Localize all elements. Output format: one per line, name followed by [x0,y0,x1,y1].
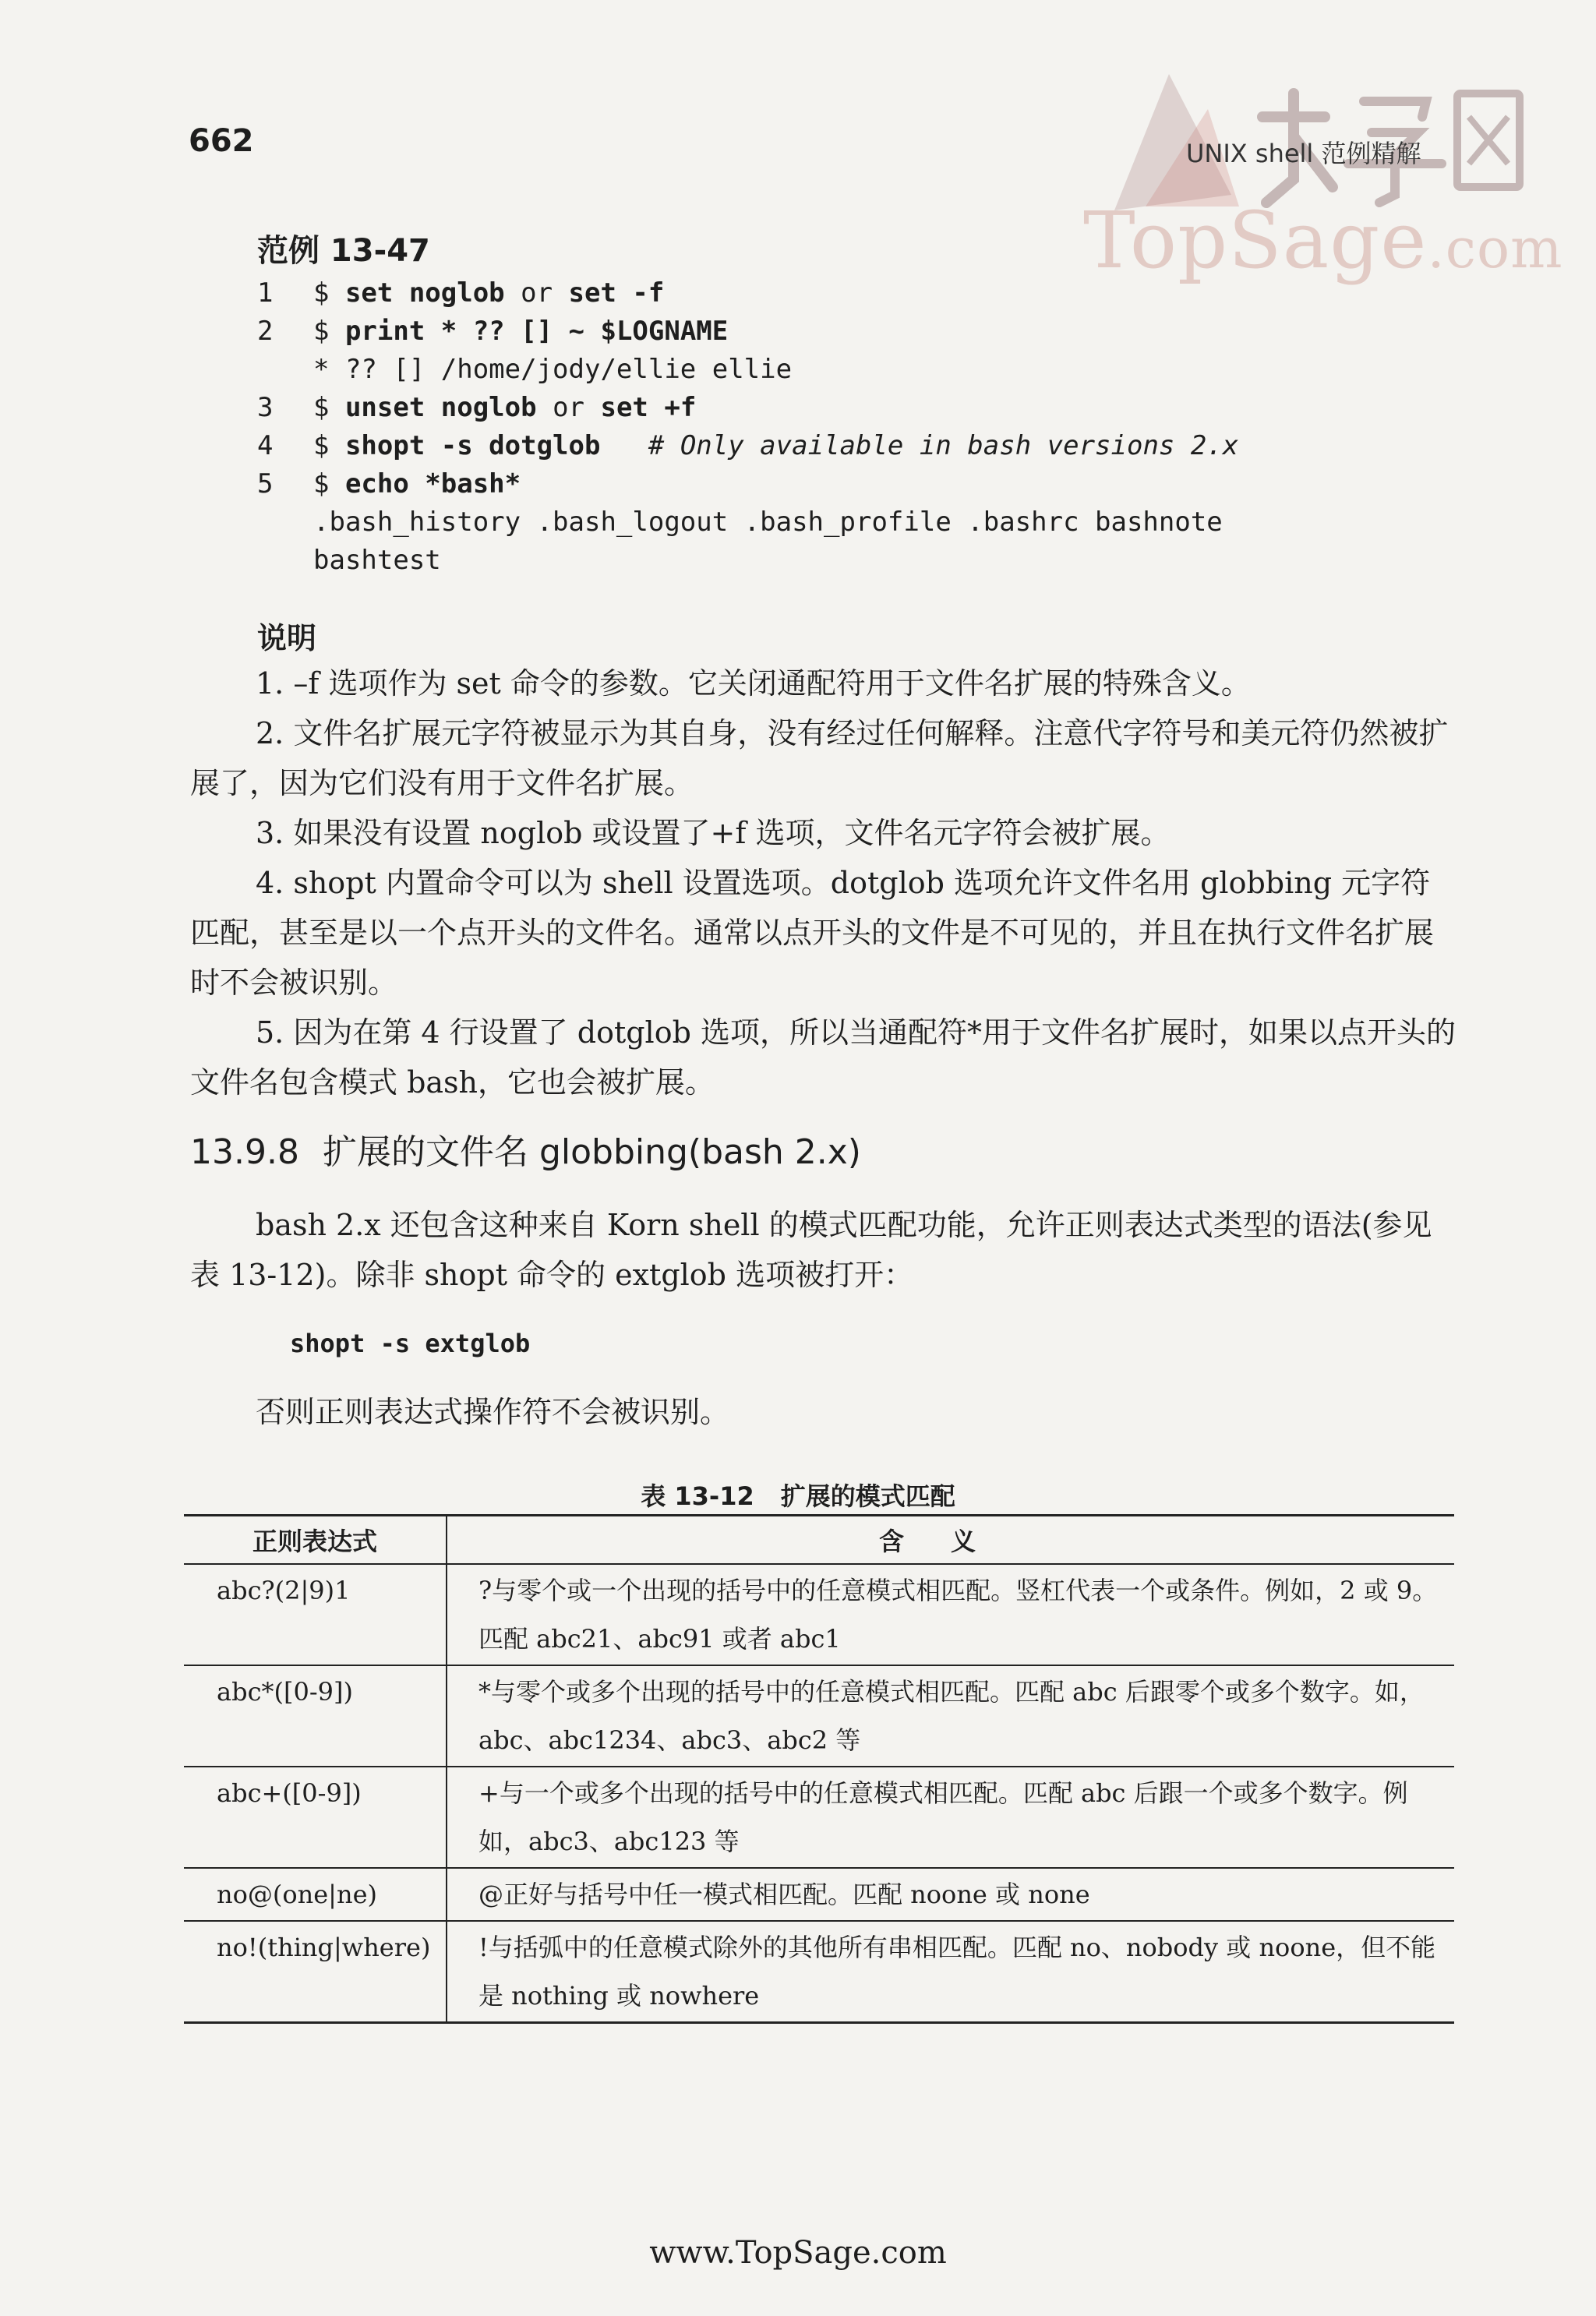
command-example: shopt -s extglob [290,1329,531,1358]
code-command: echo *bash* [344,468,521,500]
line-number [257,503,313,542]
explanation-paragraph: 4. shopt 内置命令可以为 shell 设置选项。dotglob 选项允许文件名用 globbing 元字符匹配，甚至是以一个点开头的文件名。通常以点开头的文件是不可见的，并且在执行文件名扩展时不会被识别。 [190,866,1435,1000]
watermark-brand: TopSage.com [1083,195,1563,286]
after-text: 否则正则表达式操作符不会被识别。 [256,1395,730,1429]
table-row [184,1868,1454,1921]
section-intro [190,1200,1456,1300]
explanation-paragraph: 3. 如果没有设置 noglob 或设置了+f 选项，文件名元字符会被扩展。 [256,816,1171,850]
line-number: 3 [257,392,274,423]
table-caption [0,1477,1596,1513]
code-comment: # Only available in bash versions 2.x [648,430,1239,461]
footer-url: www.TopSage.com [649,2235,947,2271]
table-row [184,1767,1454,1868]
section-title: 扩展的文件名 globbing(bash 2.x) [322,1132,861,1172]
table-row [184,1921,1454,2023]
pattern-table [184,1514,1454,2024]
code-command: set +f [600,392,697,423]
code-output-text: bashtest [313,545,441,576]
line-number: 2 [257,316,274,347]
explanation-paragraph: 5. 因为在第 4 行设置了 dotglob 选项，所以当通配符*用于文件名扩展时，如果以点开头的文件名包含模式 bash，它也会被扩展。 [190,1015,1456,1100]
table-number: 表 13-12 [641,1481,754,1511]
pattern-cell: abc*([0-9]) [184,1665,447,1767]
meaning-cell: ?与零个或一个出现的括号中的任意模式相匹配。竖杠代表一个或条件。例如，2 或 9。匹配 abc21、abc91 或者 abc1 [447,1564,1454,1665]
running-title: UNIX shell 范例精解 [1186,139,1421,168]
page-number: 662 [189,123,254,159]
pattern-cell: no@(one|ne) [184,1868,447,1921]
code-line [257,274,1387,312]
code-output [257,503,1387,542]
code-block [257,274,1387,580]
pattern-cell: abc+([0-9]) [184,1767,447,1868]
code-prompt: $ [313,316,345,347]
table-row [184,1564,1454,1665]
code-prompt: $ [313,277,345,309]
code-output-text: .bash_history .bash_logout .bash_profile .bashrc bashnote [313,507,1223,538]
code-output [257,542,1387,580]
code-output [257,351,1387,389]
meaning-cell: *与零个或多个出现的括号中的任意模式相匹配。匹配 abc 后跟零个或多个数字。如，abc、abc1234、abc3、abc2 等 [447,1665,1454,1767]
explanation-paragraph: 1. –f 选项作为 set 命令的参数。它关闭通配符用于文件名扩展的特殊含义。 [256,666,1251,701]
intro-paragraph: bash 2.x 还包含这种来自 Korn shell 的模式匹配功能，允许正则表达式类型的语法(参见表 13-12)。除非 shopt 命令的 extglob 选项被打开： [190,1208,1432,1292]
code-command: unset noglob [344,392,537,423]
pattern-cell: no!(thing|where) [184,1921,447,2023]
code-line [257,465,1387,503]
code-line [257,312,1387,351]
section-heading [190,1124,861,1174]
code-line [257,427,1387,465]
header-pattern: 正则表达式 [184,1516,447,1565]
code-command: set noglob [344,277,505,309]
table-header-row [184,1516,1454,1565]
explanation-label: 说明 [257,621,317,655]
line-number [257,351,313,389]
code-command: set -f [568,277,665,309]
explanation-paragraph: 2. 文件名扩展元字符被显示为其自身，没有经过任何解释。注意代字符号和美元符仍然被扩展了，因为它们没有用于文件名扩展。 [190,716,1449,800]
line-number: 4 [257,430,274,461]
line-number: 1 [257,277,274,309]
meaning-cell: @正好与括号中任一模式相匹配。匹配 noone 或 none [447,1868,1454,1921]
code-text [600,430,648,461]
code-command: shopt -s dotglob [344,430,601,461]
code-command: print * ?? [] ~ $LOGNAME [344,316,729,347]
code-output-text: * ?? [] /home/jody/ellie ellie [313,354,793,385]
code-text: or [504,277,569,309]
example-title: 范例 13-47 [257,233,430,269]
pattern-cell: abc?(2|9)1 [184,1564,447,1665]
meaning-cell: +与一个或多个出现的括号中的任意模式相匹配。匹配 abc 后跟一个或多个数字。例如，abc3、abc123 等 [447,1767,1454,1868]
section-number: 13.9.8 [190,1132,299,1172]
code-prompt: $ [313,468,345,500]
code-text: or [536,392,601,423]
header-meaning: 含义 [447,1516,1454,1565]
line-number: 5 [257,468,274,500]
code-line [257,389,1387,427]
meaning-cell: !与括弧中的任意模式除外的其他所有串相匹配。匹配 no、nobody 或 noone，但不能是 nothing 或 nowhere [478,1933,1436,2011]
code-prompt: $ [313,392,345,423]
line-number [257,542,313,580]
table-title: 扩展的模式匹配 [780,1481,955,1511]
explanation-body [190,658,1456,1107]
code-prompt: $ [313,430,345,461]
table-row [184,1665,1454,1767]
